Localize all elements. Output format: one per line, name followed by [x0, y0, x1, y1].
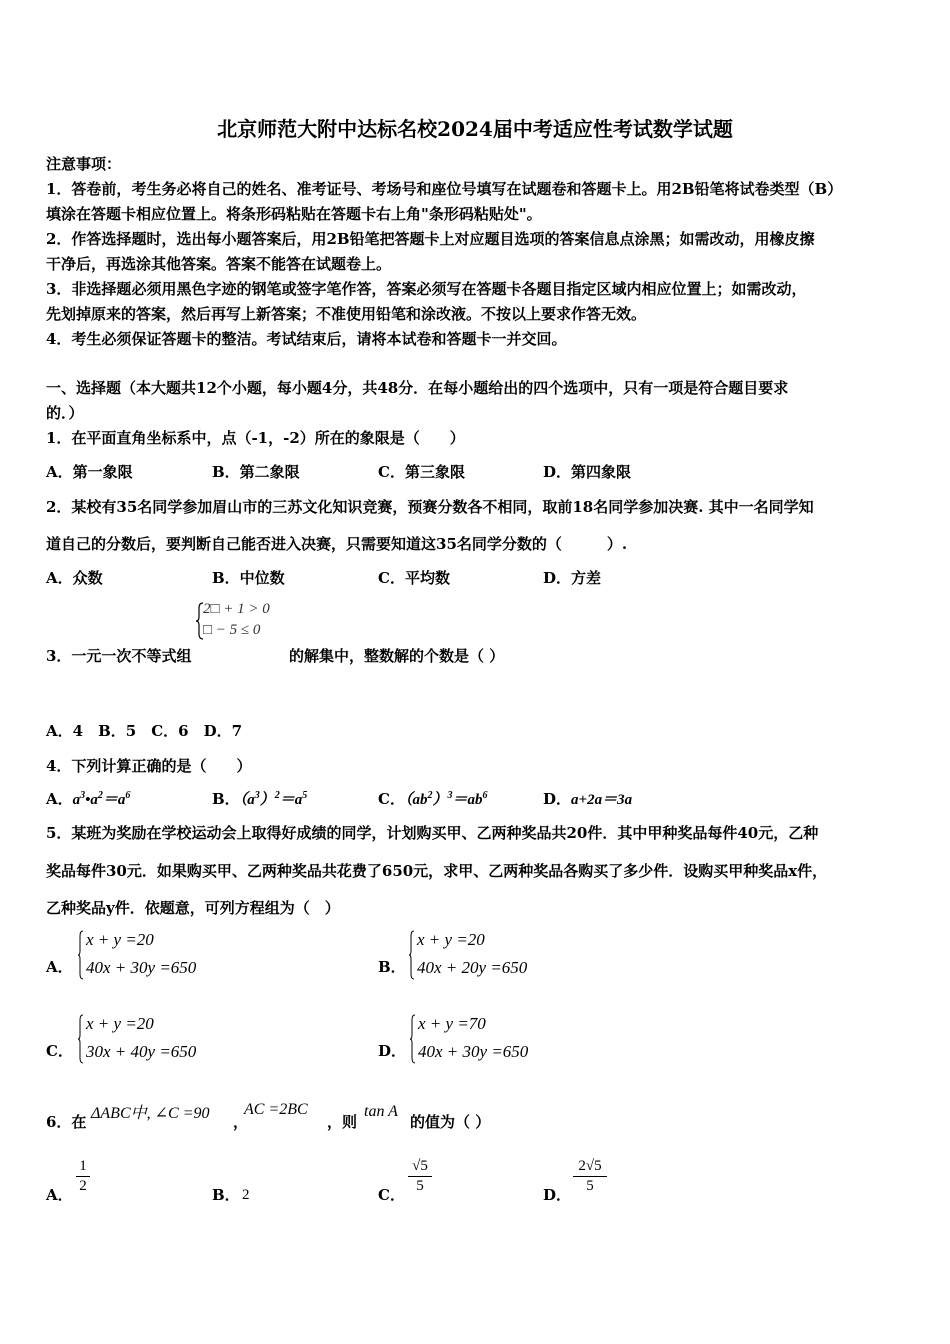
- q2-option-b: B．中位数: [212, 569, 285, 587]
- question-4-stem: 4．下列计算正确的是（ ）: [46, 757, 252, 775]
- q3-options: A．4 B．5 C．6 D．7: [46, 722, 243, 740]
- notice-line: 3．非选择题必须用黑色字迹的钢笔或签字笔作答，答案必须写在答题卡各题目指定区域内相应位置上；如需改动，: [46, 280, 807, 298]
- section-heading-cont: 的．）: [46, 404, 84, 422]
- q6-option-b-value: 2: [242, 1187, 250, 1203]
- q4-option-d: D．a+2a＝3a: [543, 790, 633, 808]
- q2-option-a: A．众数: [46, 569, 103, 587]
- question-5-stem-cont: 乙种奖品y件．依题意，可列方程组为（ ）: [46, 899, 340, 917]
- q5-option-c-label: C．: [46, 1042, 73, 1060]
- question-2-stem: 2．某校有35名同学参加眉山市的三苏文化知识竞赛，预赛分数各不相同，取前18名同学参加决赛. 其中一名同学知: [46, 498, 814, 516]
- q4-option-a: A．$a^3•a^2=a^6$: [46, 790, 131, 808]
- q3-inequality-1: 2□ + 1 > 0: [203, 601, 270, 617]
- brace-icon: [78, 930, 84, 980]
- q6-option-a-fraction: 1 2: [76, 1158, 90, 1195]
- question-5-stem: 5．某班为奖励在学校运动会上取得好成绩的同学，计划购买甲、乙两种奖品共20件．其中甲种奖品每件40元，乙种: [46, 824, 819, 842]
- question-3-stem-cont: 的解集中，整数解的个数是（ ）: [289, 647, 505, 665]
- q6-separator: ，: [233, 1113, 249, 1131]
- q1-option-d: D．第四象限: [543, 463, 632, 481]
- q1-option-b: B．第二象限: [212, 463, 300, 481]
- brace-icon: [410, 1014, 416, 1064]
- notice-line: 先划掉原来的答案，然后再写上新答案；不准使用铅笔和涂改液。不按以上要求作答无效。: [46, 305, 647, 323]
- q6-expression: tan A: [364, 1103, 398, 1120]
- q6-option-a-label: A．: [46, 1186, 73, 1204]
- q6-option-d-label: D．: [543, 1186, 572, 1204]
- q6-condition-2: AC =2BC: [244, 1101, 308, 1118]
- brace-icon: [409, 930, 415, 980]
- brace-icon: [78, 1014, 84, 1064]
- question-6-number: 6．在: [46, 1113, 87, 1131]
- question-5-stem-cont: 奖品每件30元．如果购买甲、乙两种奖品共花费了650元，求甲、乙两种奖品各购买了多少件．设购买甲种奖品x件，: [46, 862, 828, 880]
- notice-heading: 注意事项：: [46, 155, 122, 173]
- q5-option-b-label: B．: [378, 958, 406, 976]
- q1-option-c: C．第三象限: [378, 463, 465, 481]
- q5-option-a-label: A．: [46, 958, 73, 976]
- notice-line: 填涂在答题卡相应位置上。将条形码粘贴在答题卡右上角"条形码粘贴处"。: [46, 205, 542, 223]
- notice-line: 2．作答选择题时，选出每小题答案后，用2B铅笔把答题卡上对应题目选项的答案信息点涂黑；如需改动，用橡皮擦: [46, 230, 815, 248]
- question-3-stem: 3．一元一次不等式组: [46, 647, 192, 665]
- q5-option-d-label: D．: [378, 1042, 407, 1060]
- question-2-stem-cont: 道自己的分数后，要判断自己能否进入决赛，只需要知道这35名同学分数的（ ）.: [46, 535, 628, 553]
- notice-line: 1．答卷前，考生务必将自己的姓名、准考证号、考场号和座位号填写在试题卷和答题卡上。用2B铅笔将试卷类型（B）: [46, 180, 843, 198]
- q2-option-d: D．方差: [543, 569, 602, 587]
- question-1-stem: 1．在平面直角坐标系中，点（-1，-2）所在的象限是（ ）: [46, 429, 465, 447]
- notice-line: 4．考生必须保证答题卡的整洁。考试结束后，请将本试卷和答题卡一并交回。: [46, 330, 567, 348]
- q4-option-b: B．$(a^3)^2=a^5$: [212, 790, 308, 808]
- q6-option-c-label: C．: [378, 1186, 405, 1204]
- q6-option-c-fraction: √5 5: [408, 1158, 432, 1195]
- q6-option-b-label: B．: [212, 1186, 240, 1204]
- q6-stem-tail: 的值为（ ）: [410, 1113, 491, 1131]
- q6-option-d-fraction: 2√5 5: [573, 1158, 607, 1195]
- section-heading: 一、选择题（本大题共12个小题，每小题4分，共48分．在每小题给出的四个选项中，只有一项是符合题目要求: [46, 379, 789, 397]
- q6-then: ，则: [327, 1113, 358, 1131]
- q1-option-a: A．第一象限: [46, 463, 133, 481]
- notice-line: 干净后，再选涂其他答案。答案不能答在试题卷上。: [46, 255, 392, 273]
- q6-condition-1: ΔABC中, ∠C =90: [91, 1105, 210, 1122]
- page-title: 北京师范大附中达标名校2024届中考适应性考试数学试题: [217, 117, 733, 141]
- q3-inequality-2: □ − 5 ≤ 0: [203, 622, 261, 638]
- q4-option-c: C．$(ab^2)^3=ab^6$: [378, 790, 488, 808]
- q2-option-c: C．平均数: [378, 569, 450, 587]
